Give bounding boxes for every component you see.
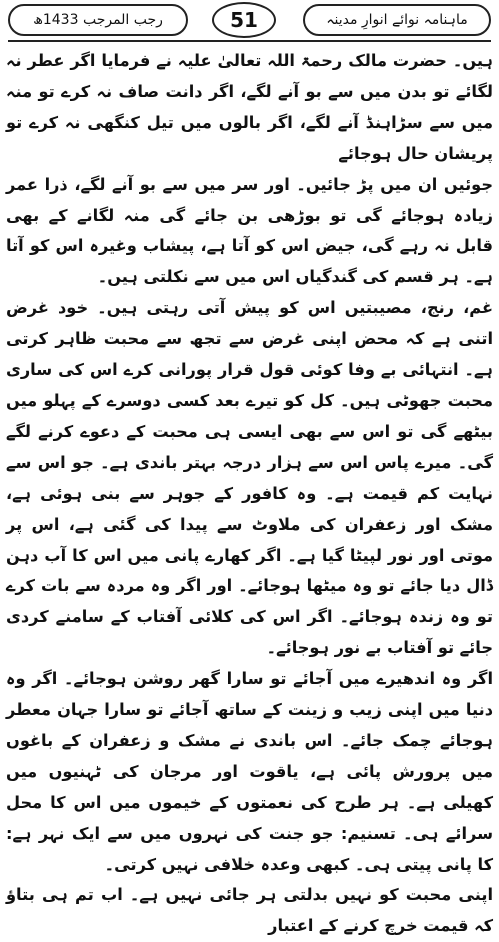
header-divider xyxy=(8,40,491,42)
magazine-title: ماہنامہ نوائے انوارِ مدینہ xyxy=(326,12,468,28)
article-body xyxy=(6,46,493,936)
page-number: 51 xyxy=(230,8,258,32)
date-text: رجب المرجب 1433ھ xyxy=(33,12,163,28)
paragraph: غم، رنج، مصیبتیں اس کو پیش آتی رہتی ہیں۔ خود غرض اتنی ہے کہ محض اپنی غرض سے تجھ سے محبت ظاہر کرتی ہے۔ انتہائی بے وفا کوئی قول قرار پورانی کرے اس کی ساری محبت جھوٹی ہیں۔ کل کو تیرے بعد کسی دوسرے کے پہلو میں بیٹھے گی تو اس سے بھی ایسی ہی محبت کے دعوے کرنے لگے گی۔ میرے پاس اس سے ہزار درجہ بہتر باندی ہے۔ جو اس سے نہایت کم قیمت ہے۔ وہ کافور کے جوہر سے بنی ہوئی ہے، مشک اور زعفران کی ملاوٹ سے پیدا کی گئی ہے، اس پر موتی اور نور لپیٹا گیا ہے۔ اگر کھارے پانی میں اس کا آب دہن ڈال دیا جائے تو وہ میٹھا ہوجائے۔ اور اگر وہ مردہ سے بات کرے تو وہ زندہ ہوجائے۔ اگر اس کی کلائی آفتاب کے سامنے کردی جائے تو آفتاب بے نور ہوجائے۔ xyxy=(6,298,493,658)
paragraph: ہیں۔ حضرت مالک رحمۃ اللہ تعالیٰ علیہ نے فرمایا اگر عطر نہ لگائے تو بدن میں سے بو آنے لگے، اگر دانت صاف نہ کرے تو منہ میں سے سڑاہنڈ آنے لگے، اگر بالوں میں تیل کنگھی نہ کرے تو پریشان حال ہوجائے xyxy=(6,51,493,163)
page-header xyxy=(0,0,499,44)
date-label xyxy=(8,4,188,36)
paragraph: اگر وہ اندھیرے میں آجائے تو سارا گھر روشن ہوجائے۔ اگر وہ دنیا میں اپنی زیب و زینت کے ساتھ آجائے تو سارا جہان معطر ہوجائے چمک جائے۔ اس باندی نے مشک و زعفران کے باغوں میں پرورش پائی ہے، یاقوت اور مرجان کی ٹہنیوں میں کھیلی ہے۔ ہر طرح کی نعمتوں کے خیموں میں اس کا محل سرائے ہی۔ تسنیم: جو جنت کی نہروں میں سے ایک نہر ہے: کا پانی پیتی ہی۔ کبھی وعدہ خلافی نہیں کرتی۔ xyxy=(6,669,493,874)
paragraph: جوئیں ان میں پڑ جائیں۔ اور سر میں سے بو آنے لگے، ذرا عمر زیادہ ہوجائے گی تو بوڑھی بن جائے گی منہ لگانے کے بھی قابل نہ رہے گی، جیض اس کو آتا ہے، پیشاب وغیرہ اس کو آتا ہے۔ ہر قسم کی گندگیاں اس میں سے نکلتی ہیں۔ xyxy=(6,174,493,287)
paragraph: اپنی محبت کو نہیں بدلتی ہر جائی نہیں ہے۔ اب تم ہی بتاؤ کہ قیمت خرچ کرنے کے اعتبار xyxy=(6,885,493,936)
page-number-badge xyxy=(212,2,276,38)
magazine-title-label xyxy=(303,4,491,36)
